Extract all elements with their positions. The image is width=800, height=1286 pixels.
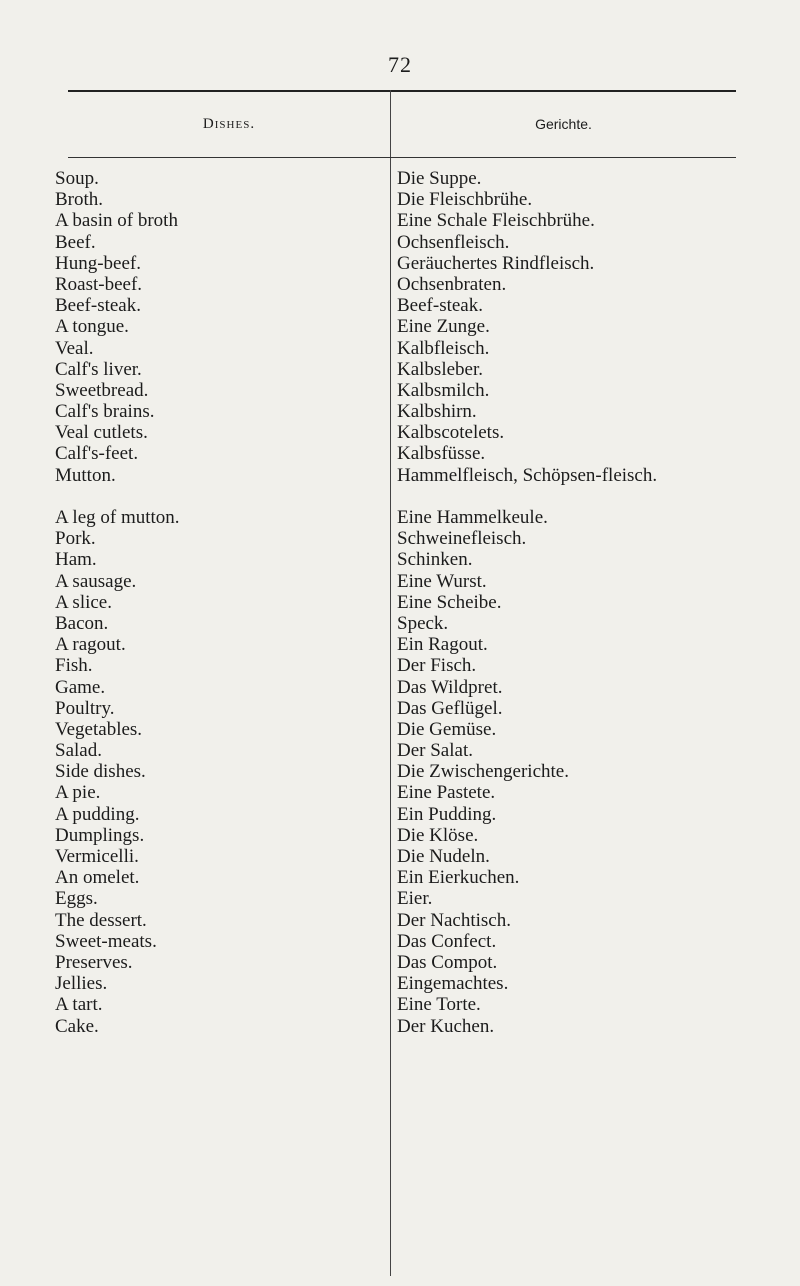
dish-german: Der Salat. [397, 740, 473, 762]
dish-german: Die Nudeln. [397, 846, 490, 868]
dish-english: Soup. [55, 168, 99, 189]
dish-german: Eine Zunge. [397, 316, 490, 338]
dish-german: Das Wildpret. [397, 676, 503, 698]
dish-german: Der Kuchen. [397, 1015, 495, 1037]
dish-english: Cake. [55, 1015, 99, 1037]
dish-english: Salad. [55, 740, 102, 762]
dish-english: A ragout. [55, 634, 126, 656]
english-column [55, 168, 395, 1037]
dish-english: Vegetables. [55, 718, 143, 740]
dish-english: A pie. [55, 782, 101, 804]
page-number: 72 [388, 52, 412, 77]
dish-german: Eine Torte. [397, 994, 481, 1016]
dish-english: Preserves. [55, 951, 133, 973]
dish-english: Game. [55, 676, 106, 698]
dish-english: Calf's liver. [55, 358, 142, 380]
dish-english: Dumplings. [55, 824, 145, 846]
header-german: Gerichte. [535, 116, 592, 132]
dish-german: Ein Ragout. [397, 634, 488, 656]
dish-german: Kalbsleber. [397, 358, 484, 380]
dish-german: Ein Eierkuchen. [397, 867, 520, 889]
dish-german: Schweinefleisch. [397, 528, 527, 550]
dish-german: Hammelfleisch, Schöpsen-fleisch. [397, 464, 658, 486]
dish-german: Ochsenbraten. [397, 273, 507, 295]
dish-english: Jellies. [55, 973, 108, 995]
dish-german: Eine Wurst. [397, 570, 487, 592]
dish-english: Eggs. [55, 888, 98, 910]
dish-english: Bacon. [55, 612, 109, 634]
dish-german: Kalbsfüsse. [397, 443, 486, 465]
dish-english: A pudding. [55, 803, 140, 825]
dish-english: Side dishes. [55, 761, 146, 783]
dish-german: Die Fleischbrühe. [397, 189, 533, 211]
dish-english: Beef. [55, 231, 96, 253]
dish-german: Die Zwischengerichte. [397, 761, 569, 783]
dish-german: Die Gemüse. [397, 718, 497, 740]
dish-german: Beef-steak. [397, 295, 483, 317]
dish-english: Veal. [55, 337, 94, 359]
dish-german: Speck. [397, 612, 449, 634]
header-rule [68, 157, 736, 158]
dish-german: Kalbshirn. [397, 401, 477, 423]
dish-german: Eine Schale Fleischbrühe. [397, 210, 595, 232]
dish-german: Eine Hammelkeule. [397, 507, 548, 529]
dish-german: Ein Pudding. [397, 803, 497, 825]
dish-english: A sausage. [55, 570, 137, 592]
dish-english: Sweetbread. [55, 379, 149, 401]
dish-german: Eine Scheibe. [397, 591, 502, 613]
dish-german: Ochsenfleisch. [397, 231, 510, 253]
dish-english: Mutton. [55, 464, 116, 486]
dish-german: Schinken. [397, 549, 473, 571]
dish-german: Die Klöse. [397, 824, 479, 846]
dish-english: Ham. [55, 549, 97, 571]
dish-german: Geräuchertes Rindfleisch. [397, 252, 595, 274]
dish-english: A leg of mutton. [55, 507, 180, 529]
dish-german: Der Nachtisch. [397, 909, 511, 931]
dish-english: Poultry. [55, 697, 115, 719]
dish-english: Fish. [55, 655, 93, 677]
dish-english: An omelet. [55, 867, 140, 889]
dish-english: Vermicelli. [55, 846, 139, 868]
dish-german: Kalbsmilch. [397, 379, 490, 401]
dish-english: Veal cutlets. [55, 422, 148, 444]
dish-english: A slice. [55, 591, 112, 613]
dish-german: Die Suppe. [397, 168, 482, 189]
dish-english: Hung-beef. [55, 252, 141, 274]
dish-english: A tart. [55, 994, 103, 1016]
dish-german: Kalbfleisch. [397, 337, 490, 359]
dish-german: Das Compot. [397, 951, 498, 973]
german-column [397, 168, 777, 1037]
dish-english: The dessert. [55, 909, 147, 931]
dish-english: A basin of broth [55, 210, 178, 232]
dish-german: Eingemachtes. [397, 973, 509, 995]
dish-german: Der Fisch. [397, 655, 477, 677]
dish-german: Eier. [397, 888, 433, 910]
dish-german: Das Geflügel. [397, 697, 503, 719]
top-rule [68, 90, 736, 92]
dish-english: A tongue. [55, 316, 129, 338]
dish-english: Broth. [55, 189, 104, 211]
dish-english: Calf's-feet. [55, 443, 139, 465]
dish-english: Calf's brains. [55, 401, 155, 423]
dish-german: Das Confect. [397, 930, 497, 952]
dish-english: Pork. [55, 528, 96, 550]
dish-english: Roast-beef. [55, 273, 143, 295]
header-english: Dishes. [202, 116, 256, 132]
dish-german: Eine Pastete. [397, 782, 496, 804]
dish-english: Beef-steak. [55, 295, 141, 317]
dish-english: Sweet-meats. [55, 930, 157, 952]
dish-german: Kalbscotelets. [397, 422, 505, 444]
